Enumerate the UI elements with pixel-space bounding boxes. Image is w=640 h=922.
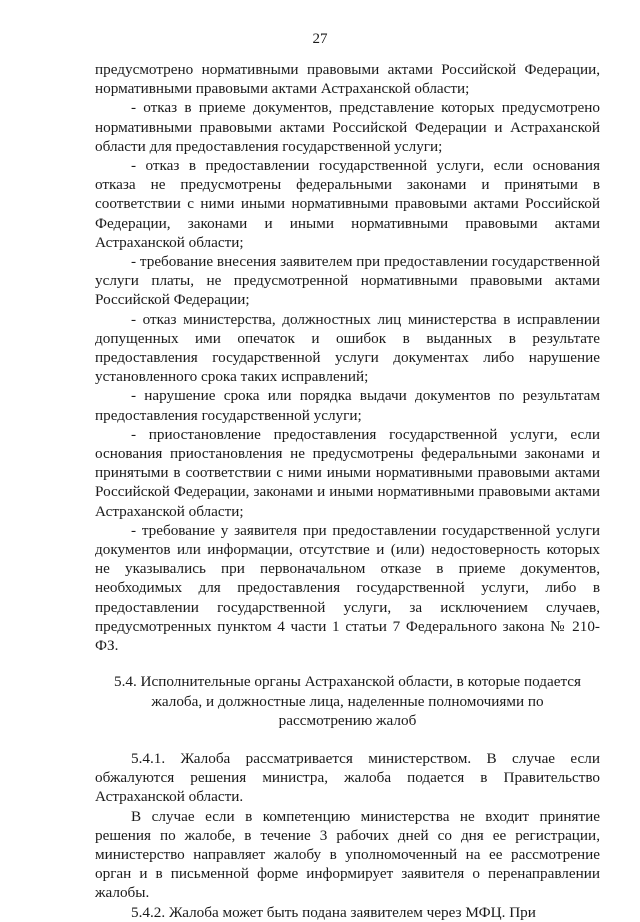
paragraph: - отказ в предоставлении государственной услуги, если основания отказа не предусмотрены федеральными законами и принятыми в соответствии с ними иными нормативными правовыми актами Российской Федерации, законами и иными нормативными правовыми актами Астраханской области; xyxy=(95,157,600,251)
paragraph-group-top xyxy=(95,60,600,655)
paragraph: 5.4.1. Жалоба рассматривается министерством. В случае если обжалуются решения министра, жалоба подается в Правительство Астраханской области. xyxy=(95,749,600,806)
paragraph: предусмотрено нормативными правовыми актами Российской Федерации, нормативными правовыми актами Астраханской области; xyxy=(95,61,600,98)
paragraph: - приостановление предоставления государственной услуги, если основания приостановления не предусмотрены федеральными законами и принятыми в соответствии с ними иными нормативными правовыми актами Российской Федерации, законами и иными нормативными правовыми актами Астраханской области; xyxy=(95,425,600,520)
paragraph: 5.4.2. Жалоба может быть подана заявителем через МФЦ. При xyxy=(131,903,536,921)
section-heading: 5.4. Исполнительные органы Астраханской области, в которые подается жалоба, и должностные лица, наделенные полномочиями по рассмотрению жалоб xyxy=(113,673,582,729)
paragraph: В случае если в компетенцию министерства не входит принятие решения по жалобе, в течение 3 рабочих дней со дня ее регистрации, министерство направляет жалобу в уполномоченный на ее рассмотрение орган и в письменной форме информирует заявителя о перенаправлении жалобы. xyxy=(95,807,600,902)
paragraph: - нарушение срока или порядка выдачи документов по результатам предоставления государственной услуги; xyxy=(95,387,600,424)
document-body xyxy=(95,60,600,922)
paragraph: - отказ министерства, должностных лиц министерства в исправлении допущенных ими опечаток и ошибок в выданных в результате предоставления государственной услуги документах либо нарушение установленного срока таких исправлений; xyxy=(95,310,600,386)
paragraph: - требование у заявителя при предоставлении государственной услуги документов или информации, отсутствие и (или) недостоверность которых не указывались при первоначальном отказе в приеме документов, необходимых для предоставления государственной услуги, либо в предоставлении государственной услуги, за исключением случаев, предусмотренных пунктом 4 части 1 статьи 7 Федерального закона № 210-ФЗ. xyxy=(95,521,600,655)
paragraph: - отказ в приеме документов, представление которых предусмотрено нормативными правовыми актами Российской Федерации и Астраханской области для предоставления государственной услуги; xyxy=(95,99,600,155)
paragraph: - требование внесения заявителем при предоставлении государственной услуги платы, не предусмотренной нормативными правовыми актами Российской Федерации; xyxy=(95,253,600,309)
paragraph-group-bottom xyxy=(95,749,600,922)
page-number: 27 xyxy=(312,31,328,47)
